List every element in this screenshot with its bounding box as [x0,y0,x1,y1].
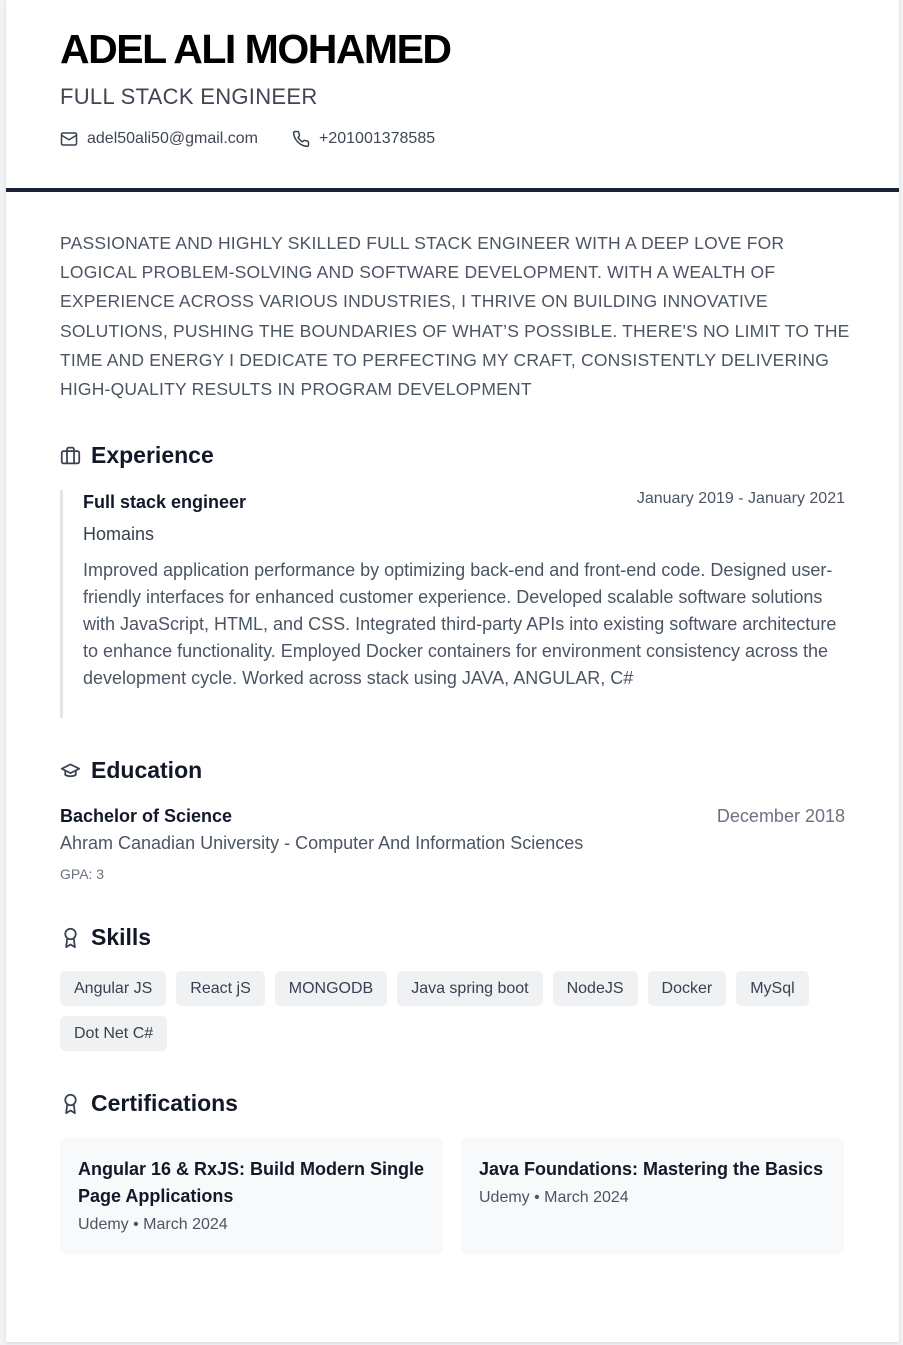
mail-icon [60,130,78,148]
resume-header [6,0,899,192]
profile-summary: PASSIONATE AND HIGHLY SKILLED FULL STACK ENGINEER WITH A DEEP LOVE FOR LOGICAL PROBLEM-SOLVING AND SOFTWARE DEVELOPMENT. WITH A WEALTH OF EXPERIENCE ACROSS VARIOUS INDUSTRIES, I THRIVE ON BUILDING INNOVATIVE SOLUTIONS, PUSHING THE BOUNDARIES OF WHAT’S POSSIBLE. THERE'S NO LIMIT TO THE TIME AND ENERGY I DEDICATE TO PERFECTING MY CRAFT, CONSISTENTLY DELIVERING HIGH-QUALITY RESULTS IN PROGRAM DEVELOPMENT [60,233,850,400]
contact-email[interactable] [60,130,258,148]
award-icon [60,927,81,948]
skill-tag: Java spring boot [397,971,542,1006]
experience-description: Improved application performance by optimizing back-end and front-end code. Designed user-friendly interfaces for enhanced customer experience. Developed scalable software solutions with JavaScript, HTML, and CSS. Integrated third-party APIs into existing software architecture to enhance functionality. Employed Docker containers for environment consistency across the development cycle. Worked across stack using JAVA, ANGULAR, C# [83,560,837,688]
skill-tag: Docker [648,971,727,1006]
contact-phone[interactable] [292,130,435,148]
skills-heading [60,924,151,951]
email-text: adel50ali50@gmail.com [87,130,258,147]
education-heading [60,757,202,784]
skill-tag: Angular JS [60,971,166,1006]
certifications-heading [60,1090,238,1117]
experience-heading-text: Experience [91,442,214,468]
skills-list [60,971,850,1051]
skill-tag: MySql [736,971,808,1006]
candidate-title: FULL STACK ENGINEER [60,84,318,109]
certifications-heading-text: Certifications [91,1090,238,1116]
phone-text: +201001378585 [319,130,436,147]
certification-card [60,1138,443,1254]
briefcase-icon [60,445,81,466]
skills-heading-text: Skills [91,924,152,950]
certification-card [461,1138,844,1254]
graduation-cap-icon [60,760,81,781]
education-heading-text: Education [91,757,203,783]
candidate-name: ADEL ALI MOHAMED [60,26,451,72]
experience-heading [60,442,214,469]
certification-title: Angular 16 & RxJS: Build Modern Single Page Applications [78,1159,425,1206]
skill-tag: NodeJS [553,971,638,1006]
award-icon [60,1093,81,1114]
experience-company: Homains [83,524,155,544]
education-gpa: GPA: 3 [60,866,105,882]
education-date: December 2018 [716,806,845,826]
experience-dates: January 2019 - January 2021 [636,490,845,507]
skill-tag: MONGODB [275,971,387,1006]
skill-tag: React jS [176,971,264,1006]
phone-icon [292,130,310,148]
experience-item [60,490,845,718]
certification-meta: Udemy • March 2024 [479,1189,629,1206]
education-degree: Bachelor of Science [60,806,233,826]
resume-page [6,0,899,1342]
education-school: Ahram Canadian University - Computer And Information Sciences [60,833,584,853]
skill-tag: Dot Net C# [60,1016,167,1051]
experience-role: Full stack engineer [83,492,247,512]
certification-title: Java Foundations: Mastering the Basics [479,1159,824,1179]
certification-meta: Udemy • March 2024 [78,1216,228,1233]
